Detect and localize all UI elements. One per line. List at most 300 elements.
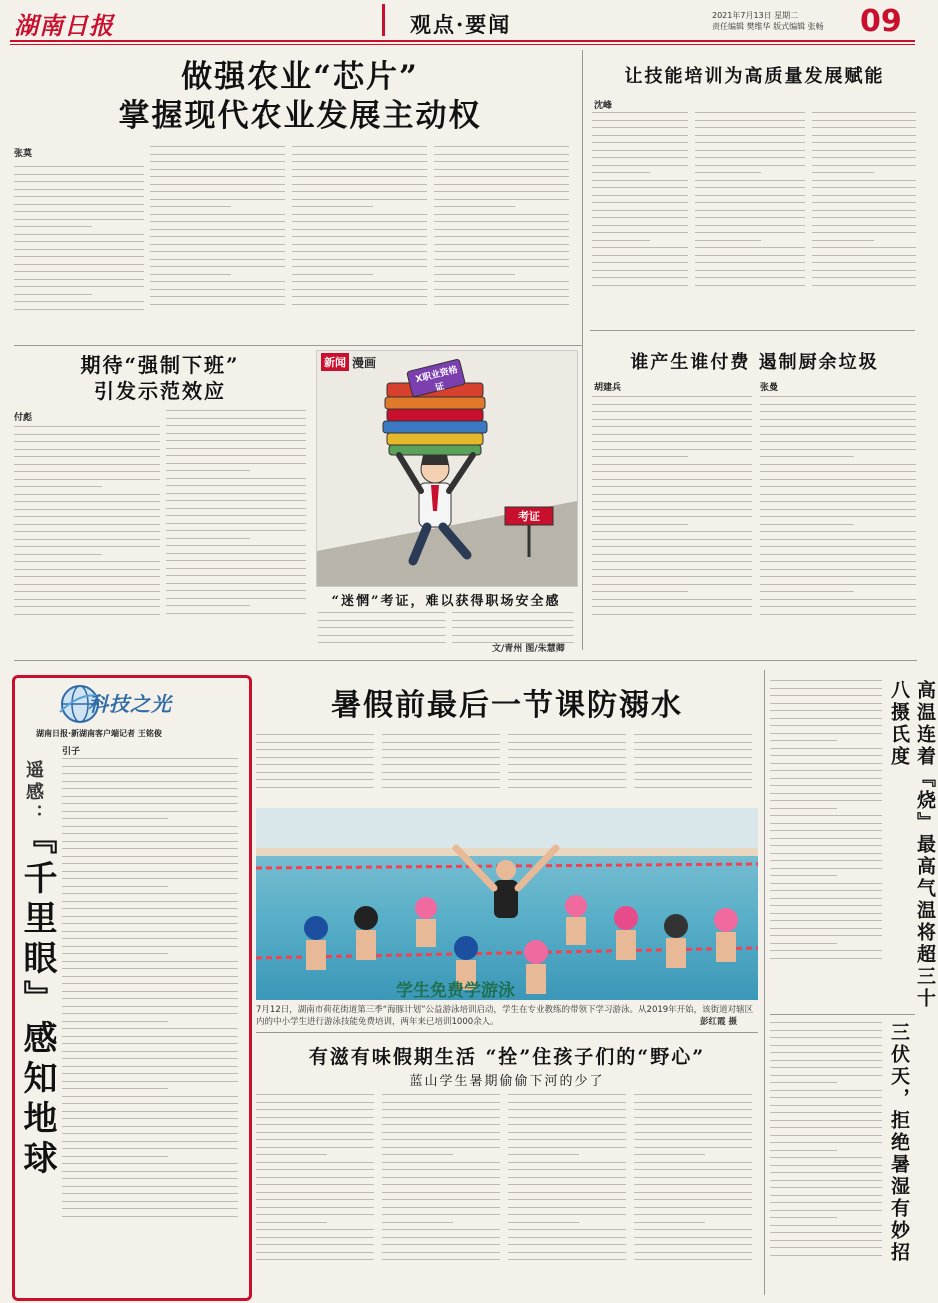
science-badge — [58, 680, 208, 728]
agri-body-col1 — [14, 166, 144, 341]
text-line — [812, 217, 916, 218]
dog-body — [770, 1022, 882, 1294]
text-line — [14, 494, 160, 495]
text-line — [770, 1150, 837, 1151]
text-line — [382, 1184, 500, 1185]
text-line — [62, 818, 168, 819]
text-line — [760, 441, 916, 442]
text-line — [14, 294, 92, 295]
text-line — [150, 169, 285, 170]
text-line — [166, 470, 250, 471]
text-line — [508, 1252, 626, 1253]
text-line — [166, 515, 306, 516]
text-line — [592, 426, 752, 427]
text-line — [14, 591, 160, 592]
text-line — [62, 931, 238, 932]
text-line — [292, 274, 373, 275]
text-line — [695, 262, 805, 263]
text-line — [166, 440, 306, 441]
cartoon-cert-label: 考证 — [518, 510, 540, 523]
text-line — [62, 1156, 168, 1157]
text-line — [382, 1177, 500, 1178]
text-line — [14, 279, 144, 280]
text-line — [292, 191, 427, 192]
text-line — [770, 733, 882, 734]
text-line — [14, 434, 160, 435]
text-line — [760, 599, 916, 600]
text-line — [256, 1229, 374, 1230]
text-line — [770, 1112, 882, 1113]
text-line — [592, 127, 688, 128]
text-line — [62, 796, 238, 797]
text-line — [770, 1255, 882, 1256]
header-rule-thin — [10, 44, 915, 45]
text-line — [592, 187, 688, 188]
text-line — [256, 1139, 374, 1140]
text-line — [770, 1187, 882, 1188]
text-line — [770, 875, 837, 876]
text-line — [812, 232, 916, 233]
text-line — [292, 176, 427, 177]
text-line — [695, 150, 805, 151]
text-line — [14, 249, 144, 250]
text-line — [434, 146, 569, 147]
text-line — [256, 779, 374, 780]
text-line — [256, 757, 374, 758]
text-line — [812, 180, 916, 181]
text-line — [770, 1225, 882, 1226]
text-line — [508, 1259, 626, 1260]
text-line — [812, 285, 916, 286]
text-line — [62, 976, 238, 977]
issue-date: 2021年7月13日 星期二 — [712, 11, 799, 20]
text-line — [592, 404, 752, 405]
swim-body-col2 — [382, 734, 500, 804]
text-line — [508, 1237, 626, 1238]
text-line — [452, 620, 574, 621]
text-line — [592, 449, 752, 450]
text-line — [62, 863, 238, 864]
text-line — [434, 154, 569, 155]
text-line — [166, 553, 306, 554]
text-line — [382, 764, 500, 765]
text-line — [695, 232, 805, 233]
text-line — [770, 1247, 882, 1248]
text-line — [770, 853, 882, 854]
summer-headline: 有滋有味假期生活 “拴”住孩子们的“野心” — [308, 1046, 706, 1068]
text-line — [770, 1060, 882, 1061]
text-line — [770, 755, 882, 756]
text-line — [592, 180, 688, 181]
text-line — [592, 285, 688, 286]
text-line — [62, 1133, 238, 1134]
cartoon-credit: 文/青州 图/朱慧卿 — [492, 644, 565, 654]
text-line — [634, 1169, 752, 1170]
swim-body-col3 — [508, 734, 626, 804]
text-line — [592, 471, 752, 472]
text-line — [812, 240, 874, 241]
text-line — [150, 266, 285, 267]
text-line — [592, 524, 688, 525]
text-line — [508, 757, 626, 758]
skills-body-col2 — [695, 112, 805, 324]
text-line — [62, 991, 238, 992]
text-line — [382, 742, 500, 743]
text-line — [62, 758, 238, 759]
swim-body-col1 — [256, 734, 374, 804]
text-line — [770, 898, 882, 899]
text-line — [62, 1141, 238, 1142]
text-line — [770, 823, 882, 824]
text-line — [508, 787, 626, 788]
text-line — [760, 456, 854, 457]
text-line — [292, 154, 427, 155]
text-line — [14, 204, 144, 205]
text-line — [695, 172, 761, 173]
text-line — [14, 471, 160, 472]
text-line — [256, 1117, 374, 1118]
text-line — [14, 576, 160, 577]
text-line — [812, 210, 916, 211]
text-line — [318, 620, 446, 621]
swim-photo-caption: 学生免费学游泳 — [396, 981, 515, 1001]
text-line — [14, 234, 144, 235]
text-line — [634, 1222, 705, 1223]
text-line — [62, 953, 168, 954]
text-line — [382, 1154, 453, 1155]
text-line — [770, 680, 882, 681]
agri-headline — [40, 58, 560, 136]
heat-body — [770, 680, 882, 1008]
text-line — [592, 150, 688, 151]
text-line — [292, 244, 427, 245]
agri-headline-line1: 做强农业“芯片” — [181, 59, 419, 95]
text-line — [434, 221, 569, 222]
text-line — [382, 1199, 500, 1200]
text-line — [508, 1162, 626, 1163]
text-line — [382, 772, 500, 773]
text-line — [434, 236, 569, 237]
text-line — [770, 748, 882, 749]
text-line — [760, 471, 916, 472]
text-line — [166, 530, 306, 531]
text-line — [592, 494, 752, 495]
text-line — [62, 1036, 238, 1037]
text-line — [770, 1067, 882, 1068]
text-line — [695, 165, 805, 166]
text-line — [508, 1109, 626, 1110]
text-line — [62, 848, 238, 849]
text-line — [14, 501, 160, 502]
text-line — [256, 1124, 374, 1125]
text-line — [695, 240, 761, 241]
text-line — [634, 1184, 752, 1185]
text-line — [14, 449, 160, 450]
text-line — [14, 561, 160, 562]
section-title: 观点·要闻 — [410, 12, 512, 37]
text-line — [760, 614, 916, 615]
text-line — [62, 916, 238, 917]
text-line — [770, 1022, 882, 1023]
text-line — [770, 1202, 882, 1203]
text-line — [14, 166, 144, 167]
text-line — [592, 277, 688, 278]
offwork-author: 付彪 — [14, 413, 33, 423]
text-line — [770, 1075, 882, 1076]
text-line — [166, 478, 306, 479]
text-line — [634, 1177, 752, 1178]
text-line — [256, 1237, 374, 1238]
text-line — [14, 606, 160, 607]
text-line — [770, 883, 882, 884]
text-line — [592, 225, 688, 226]
text-line — [62, 998, 238, 999]
text-line — [14, 189, 144, 190]
text-line — [695, 285, 805, 286]
text-line — [256, 1207, 374, 1208]
text-line — [592, 396, 752, 397]
text-line — [592, 120, 688, 121]
text-line — [634, 1207, 752, 1208]
text-line — [770, 868, 882, 869]
text-line — [592, 255, 688, 256]
text-line — [62, 1201, 238, 1202]
text-line — [382, 1132, 500, 1133]
text-line — [508, 1147, 626, 1148]
text-line — [150, 244, 285, 245]
summer-body-col3 — [508, 1094, 626, 1294]
text-line — [695, 135, 805, 136]
text-line — [318, 635, 446, 636]
text-line — [62, 781, 238, 782]
text-line — [62, 1006, 238, 1007]
row-divider — [14, 345, 582, 346]
text-line — [770, 1120, 882, 1121]
text-line — [62, 1111, 238, 1112]
text-line — [434, 176, 569, 177]
text-line — [166, 485, 306, 486]
text-line — [166, 418, 306, 419]
row-divider — [770, 1014, 915, 1015]
text-line — [592, 112, 688, 113]
text-line — [292, 266, 427, 267]
swim-coach — [456, 848, 556, 918]
text-line — [382, 1259, 500, 1260]
text-line — [62, 1208, 238, 1209]
text-line — [760, 584, 916, 585]
text-line — [256, 734, 374, 735]
text-line — [634, 779, 752, 780]
text-line — [508, 749, 626, 750]
cartoon-caption-title: “迷惘”考证，难以获得职场安全感 — [331, 594, 561, 609]
text-line — [256, 1147, 374, 1148]
text-line — [14, 524, 160, 525]
text-line — [434, 229, 569, 230]
agri-body-col2 — [150, 146, 285, 341]
text-line — [760, 606, 916, 607]
text-line — [592, 516, 752, 517]
text-line — [382, 787, 500, 788]
text-line — [62, 1043, 238, 1044]
text-line — [166, 463, 306, 464]
text-line — [62, 886, 168, 887]
text-line — [592, 599, 752, 600]
text-line — [256, 1177, 374, 1178]
text-line — [592, 576, 752, 577]
text-line — [14, 464, 160, 465]
text-line — [695, 195, 805, 196]
text-line — [508, 1102, 626, 1103]
row-divider — [14, 660, 917, 661]
text-line — [166, 493, 306, 494]
text-line — [760, 464, 916, 465]
text-line — [770, 1240, 882, 1241]
text-line — [382, 1237, 500, 1238]
text-line — [508, 742, 626, 743]
text-line — [592, 210, 688, 211]
text-line — [634, 1259, 752, 1260]
text-line — [592, 561, 752, 562]
text-line — [256, 787, 374, 788]
text-line — [14, 226, 92, 227]
text-line — [382, 1124, 500, 1125]
text-line — [634, 1132, 752, 1133]
text-line — [592, 554, 752, 555]
text-line — [634, 1192, 752, 1193]
text-line — [62, 1096, 238, 1097]
text-line — [14, 584, 160, 585]
text-line — [452, 635, 574, 636]
text-line — [508, 1154, 579, 1155]
waste-author-2: 张曼 — [760, 383, 779, 393]
text-line — [508, 1229, 626, 1230]
text-line — [382, 1229, 500, 1230]
text-line — [695, 180, 805, 181]
text-line — [760, 434, 916, 435]
text-line — [760, 554, 916, 555]
skills-headline: 让技能培训为高质量发展赋能 — [624, 66, 885, 87]
text-line — [592, 195, 688, 196]
text-line — [592, 135, 688, 136]
text-line — [150, 184, 285, 185]
text-line — [256, 1222, 327, 1223]
text-line — [150, 236, 285, 237]
text-line — [382, 779, 500, 780]
text-line — [760, 426, 916, 427]
offwork-body-col2 — [166, 410, 306, 654]
text-line — [256, 1259, 374, 1260]
text-line — [256, 1199, 374, 1200]
text-line — [592, 441, 752, 442]
text-line — [760, 419, 916, 420]
science-byline: 湖南日报·新湖南客户端记者 王铭俊 — [36, 729, 162, 738]
text-line — [760, 576, 916, 577]
text-line — [256, 1214, 374, 1215]
waste-body-col1 — [592, 396, 752, 654]
text-line — [62, 1186, 238, 1187]
text-line — [592, 142, 688, 143]
text-line — [256, 1132, 374, 1133]
text-line — [62, 923, 238, 924]
text-line — [166, 455, 306, 456]
text-line — [382, 1214, 500, 1215]
text-line — [592, 456, 688, 457]
text-line — [812, 172, 874, 173]
text-line — [256, 749, 374, 750]
text-line — [14, 256, 144, 257]
text-line — [62, 1066, 238, 1067]
text-line — [292, 259, 427, 260]
text-line — [760, 411, 916, 412]
text-line — [292, 206, 373, 207]
text-line — [150, 146, 285, 147]
text-line — [14, 286, 144, 287]
text-line — [508, 734, 626, 735]
text-line — [812, 127, 916, 128]
text-line — [760, 524, 854, 525]
cartoon-tag-news: 新闻 — [321, 353, 349, 371]
text-line — [382, 749, 500, 750]
text-line — [434, 296, 569, 297]
text-line — [256, 1154, 327, 1155]
text-line — [695, 142, 805, 143]
swim-pool-edge — [256, 848, 758, 856]
text-line — [508, 1207, 626, 1208]
text-line — [592, 217, 688, 218]
text-line — [592, 546, 752, 547]
text-line — [760, 561, 916, 562]
text-line — [62, 961, 238, 962]
text-line — [166, 500, 306, 501]
text-line — [770, 1165, 882, 1166]
text-line — [318, 612, 446, 613]
text-line — [812, 135, 916, 136]
text-line — [770, 1195, 882, 1196]
text-line — [592, 411, 752, 412]
text-line — [166, 523, 306, 524]
text-line — [292, 169, 427, 170]
text-line — [634, 734, 752, 735]
text-line — [634, 1109, 752, 1110]
text-line — [760, 449, 916, 450]
text-line — [150, 304, 285, 305]
text-line — [166, 508, 306, 509]
text-line — [770, 808, 837, 809]
text-line — [770, 845, 882, 846]
text-line — [62, 1103, 238, 1104]
text-line — [62, 893, 238, 894]
text-line — [62, 803, 238, 804]
text-line — [62, 788, 238, 789]
summer-subheadline: 蓝山学生暑期偷偷下河的少了 — [409, 1074, 605, 1089]
text-line — [770, 860, 882, 861]
skills-body-col3 — [812, 112, 916, 324]
text-line — [770, 725, 882, 726]
text-line — [14, 539, 160, 540]
text-line — [382, 1252, 500, 1253]
summer-body-col1 — [256, 1094, 374, 1294]
text-line — [592, 247, 688, 248]
text-line — [434, 191, 569, 192]
text-line — [812, 195, 916, 196]
text-line — [770, 950, 882, 951]
swim-headline: 暑假前最后一节课防溺水 — [331, 688, 683, 723]
text-line — [434, 206, 515, 207]
text-line — [14, 181, 144, 182]
text-line — [62, 841, 238, 842]
text-line — [770, 793, 882, 794]
text-line — [382, 757, 500, 758]
